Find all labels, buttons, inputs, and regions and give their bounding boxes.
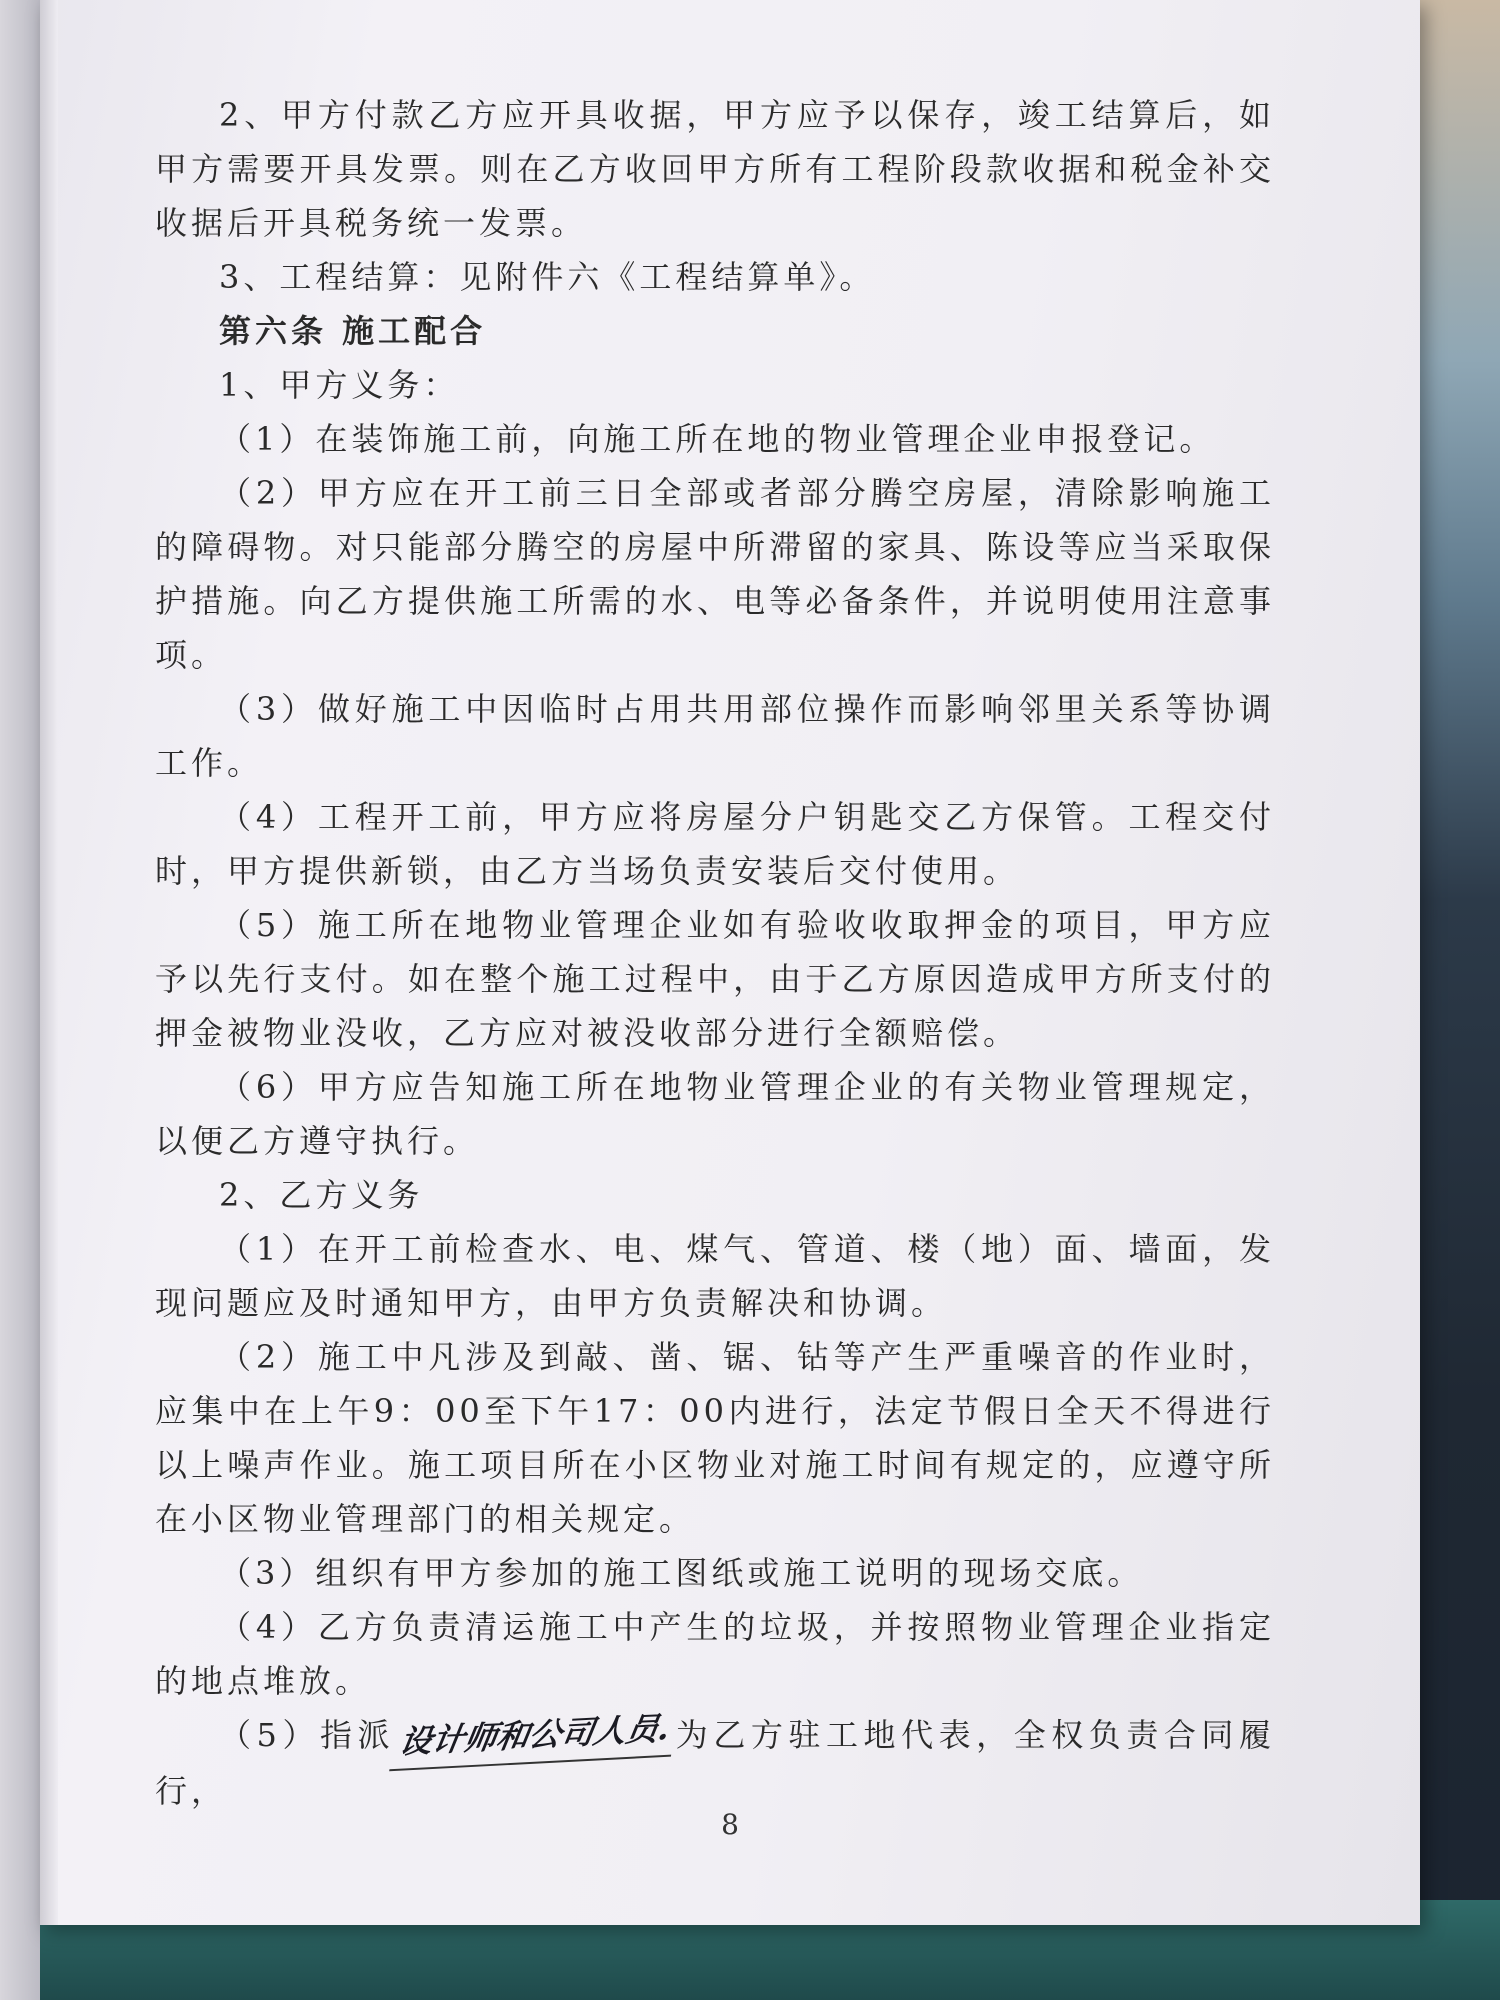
party-b-item-2: （2）施工中凡涉及到敲、凿、锯、钻等产生严重噪音的作业时，应集中在上午9：00至下午17：00内进行，法定节假日全天不得进行以上噪声作业。施工项目所在小区物业对施工时间有规定的，应遵守所在小区物业管理部门的相关规定。 bbox=[155, 1338, 1275, 1538]
clause-settlement: 3、工程结算：见附件六《工程结算单》。 bbox=[219, 258, 876, 296]
party-a-item-2: （2）甲方应在开工前三日全部或者部分腾空房屋，清除影响施工的障碍物。对只能部分腾空的房屋中所滞留的家具、陈设等应当采取保护措施。向乙方提供施工所需的水、电等必备条件，并说明使用注意事项。 bbox=[155, 474, 1275, 674]
page-number: 8 bbox=[721, 1808, 739, 1841]
representative-suffix: 为乙方驻工地代表，全权负责合同履行， bbox=[155, 1716, 1275, 1810]
page-spine bbox=[40, 0, 58, 1925]
party-b-item-5 bbox=[155, 1708, 1275, 1818]
party-a-item-1: （1）在装饰施工前，向施工所在地的物业管理企业申报登记。 bbox=[219, 420, 1216, 458]
article-heading: 第六条 施工配合 bbox=[219, 312, 487, 350]
party-b-obligations-heading: 2、乙方义务 bbox=[219, 1176, 424, 1214]
handwritten-representative: 设计师和公司人员. bbox=[389, 1701, 680, 1772]
representative-prefix: （5）指派 bbox=[219, 1716, 396, 1754]
document-page bbox=[40, 0, 1420, 1925]
party-b-item-1: （1）在开工前检查水、电、煤气、管道、楼（地）面、墙面，发现问题应及时通知甲方，由甲方负责解决和协调。 bbox=[155, 1230, 1275, 1322]
party-b-item-4: （4）乙方负责清运施工中产生的垃圾，并按照物业管理企业指定的地点堆放。 bbox=[155, 1608, 1275, 1700]
party-a-item-3: （3）做好施工中因临时占用共用部位操作而影响邻里关系等协调工作。 bbox=[155, 690, 1275, 782]
party-a-obligations-heading: 1、甲方义务： bbox=[219, 366, 460, 404]
party-a-item-5: （5）施工所在地物业管理企业如有验收收取押金的项目，甲方应予以先行支付。如在整个施工过程中，由于乙方原因造成甲方所支付的押金被物业没收，乙方应对被没收部分进行全额赔偿。 bbox=[155, 906, 1275, 1052]
page-content bbox=[155, 88, 1275, 1818]
party-a-item-4: （4）工程开工前，甲方应将房屋分户钥匙交乙方保管。工程交付时，甲方提供新锁，由乙方当场负责安装后交付使用。 bbox=[155, 798, 1275, 890]
clause-payment-receipt: 2、甲方付款乙方应开具收据，甲方应予以保存，竣工结算后，如甲方需要开具发票。则在乙方收回甲方所有工程阶段款收据和税金补交收据后开具税务统一发票。 bbox=[155, 96, 1275, 242]
party-a-item-6: （6）甲方应告知施工所在地物业管理企业的有关物业管理规定，以便乙方遵守执行。 bbox=[155, 1068, 1275, 1160]
background-left-page-edge bbox=[0, 0, 40, 2000]
party-b-item-3: （3）组织有甲方参加的施工图纸或施工说明的现场交底。 bbox=[219, 1554, 1144, 1592]
